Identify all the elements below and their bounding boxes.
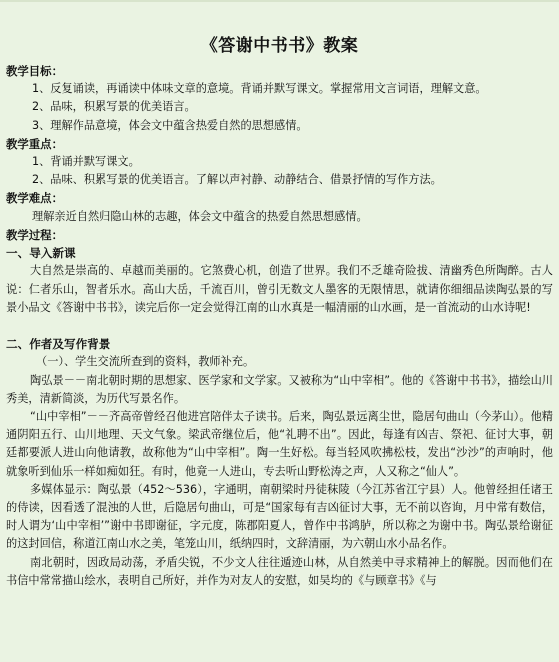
section-2-subheading: （一）、学生交流所查到的资料，教师补充。 [36,355,255,369]
section-2-title: 二、作者及写作背景 [6,337,111,352]
section-1-title: 一、导入新课 [6,246,76,261]
blank-line [6,317,553,335]
document-title: 《答谢中书书》教案 [200,36,359,56]
goal-item-3: 3、理解作品意境，体会文中蕴含热爱自然的思想感情。 [32,118,308,132]
process-heading: 教学过程： [6,227,63,242]
section-2-paragraph-3: 多媒体显示：陶弘景（452～536），字通明，南朝梁时丹徒秣陵（今江苏省江宁县）人。他曾经担任诸王的侍读，因看透了混浊的人世，后隐居句曲山，可是“国家每有吉凶征讨大事，无不前以咨询，月中常有数信，时人谓为‘山中宰相’”谢中书即谢征，字元度，陈郡阳夏人，曾作中书鸿胪，所以称之为谢中书。陶弘景给谢征的这封回信，称道江南山水之美，笔笼山川，纸纳四时，文辞清丽，为六朝山水小品名作。 [6,482,553,551]
section-2-paragraph-4: 南北朝时，因政局动荡，矛盾尖锐，不少文人往往遁迹山林，从自然美中寻求精神上的解脱。因而他们在书信中常常描山绘水，表明自己所好，并作为对友人的安慰，如吴均的《与顾章书》《与 [6,555,553,587]
goal-item-1: 1、反复诵读，再诵读中体味文章的意境。背诵并默写课文。掌握常用文言词语，理解文意。 [32,82,487,96]
section-2-paragraph-1: 陶弘景－－南北朝时期的思想家、医学家和文学家。又被称为“山中宰相”。他的《答谢中书书》，描绘山川秀美，清新简淡，为历代写景名作。 [6,373,553,405]
goal-item-2: 2、品味，积累写景的优美语言。 [32,100,196,114]
goals-heading: 教学目标： [6,64,63,78]
keypoints-heading: 教学重点： [6,136,63,151]
section-1-text: 大自然是崇高的、卓越而美丽的。它煞费心机，创造了世界。我们不乏雄奇险拔、清幽秀色所陶醉。古人说：仁者乐山，智者乐水。高山大岳，千流百川，曾引无数文人墨客的无限情思，就请你细细品读陶弘景的写景小品文《答谢中书书》，读完后你一定会觉得江南的山水真是一幅清丽的山水画，是一首流动的山水诗呢! [6,264,553,314]
keypoint-item-1: 1、背诵并默写课文。 [32,155,140,169]
difficulty-text: 理解亲近自然归隐山林的志趣，体会文中蕴含的热爱自然思想感情。 [32,209,368,223]
section-2-paragraph-2: “山中宰相”－－齐高帝曾经召他进宫陪伴太子读书。后来，陶弘景远离尘世，隐居句曲山（今茅山）。他精通阴阳五行、山川地理、天文气象。梁武帝继位后，他“礼聘不出”。因此，每逢有凶吉、祭祀、征讨大事，朝廷都要派人进山向他请教，故称他为“山中宰相”。陶一生好松。每当轻风吹拂松枝，发出“沙沙”的声响时，他就象听到仙乐一样如痴如狂。有时，他竟一人进山，专去听山野松涛之声，人又称之“仙人”。 [6,410,553,478]
difficulty-heading: 教学难点： [6,191,63,206]
keypoint-item-2: 2、品味、积累写景的优美语言。了解以声衬静、动静结合、借景抒情的写作方法。 [32,173,442,187]
